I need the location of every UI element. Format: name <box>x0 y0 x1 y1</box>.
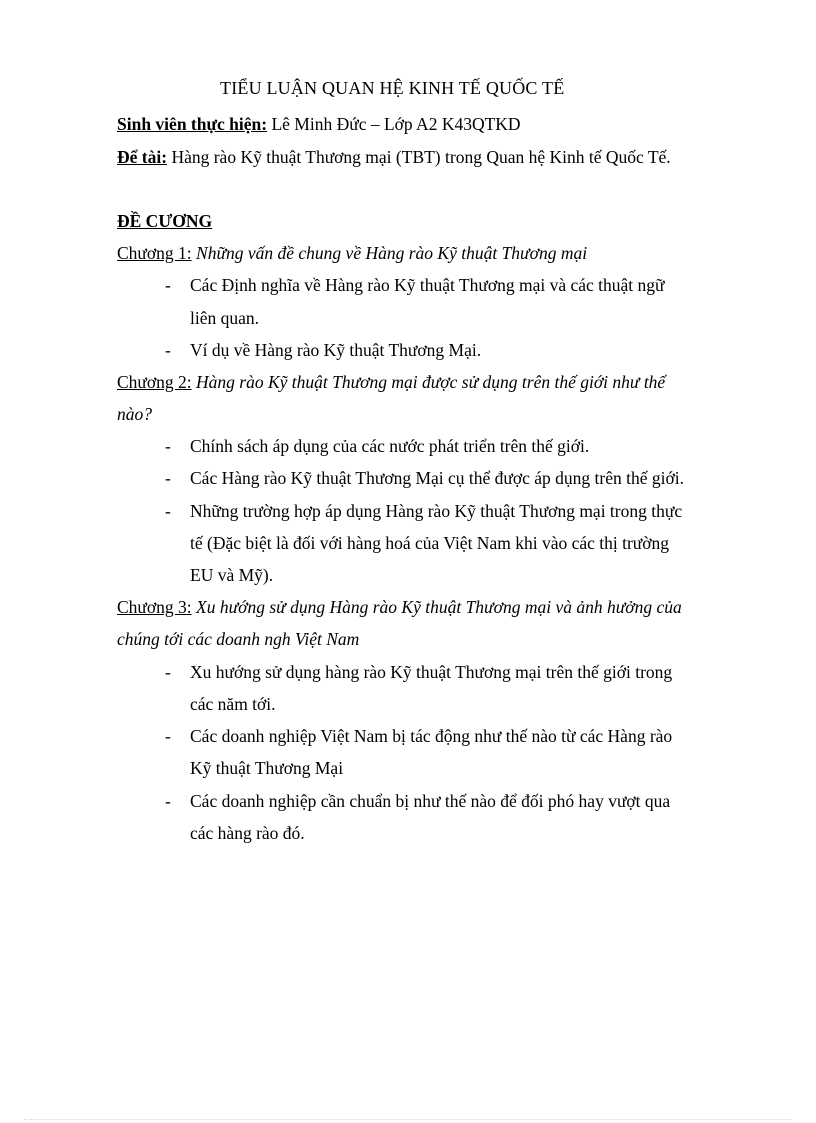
chapter-2-title: Hàng rào Kỹ thuật Thương mại được sử dụng trên thế giới như thế <box>191 372 666 392</box>
list-item-continuation: các năm tới. <box>190 694 276 714</box>
bullet-dash: - <box>165 275 171 295</box>
list-item: Chính sách áp dụng của các nước phát triển trên thế giới. <box>190 436 590 456</box>
topic-value: Hàng rào Kỹ thuật Thương mại (TBT) trong Quan hệ Kinh tế Quốc Tế. <box>167 147 671 167</box>
chapter-1-label: Chương 1: <box>117 243 192 263</box>
student-value: Lê Minh Đức – Lớp A2 K43QTKD <box>267 114 521 134</box>
list-item-continuation: Kỹ thuật Thương Mại <box>190 758 344 778</box>
list-item: Xu hướng sử dụng hàng rào Kỹ thuật Thương mại trên thế giới trong <box>190 662 673 682</box>
list-item: Các Hàng rào Kỹ thuật Thương Mại cụ thể được áp dụng trên thế giới. <box>190 468 684 488</box>
student-label: Sinh viên thực hiện: <box>117 114 268 134</box>
list-item: Những trường hợp áp dụng Hàng rào Kỹ thuật Thương mại trong thực <box>190 501 683 521</box>
chapter-3-title: Xu hướng sử dụng Hàng rào Kỹ thuật Thương mại và ảnh hưởng của <box>191 597 682 617</box>
list-item-continuation: các hàng rào đó. <box>190 823 305 843</box>
bullet-dash: - <box>165 662 171 682</box>
chapter-1-heading <box>117 242 587 264</box>
chapter-2-heading <box>117 371 665 393</box>
chapter-3-title-continuation: chúng tới các doanh ngh Việt Nam <box>117 629 360 649</box>
page-bottom-divider <box>24 1119 792 1120</box>
bullet-dash: - <box>165 726 171 746</box>
outline-heading: ĐỀ CƯƠNG <box>117 211 213 231</box>
chapter-1-title: Những vấn đề chung về Hàng rào Kỹ thuật Thương mại <box>191 243 588 263</box>
list-item-continuation: EU và Mỹ). <box>190 565 274 585</box>
topic-line <box>117 146 671 168</box>
list-item: Các doanh nghiệp cần chuẩn bị như thế nào để đối phó hay vượt qua <box>190 791 671 811</box>
chapter-2-label: Chương 2: <box>117 372 192 392</box>
bullet-dash: - <box>165 791 171 811</box>
bullet-dash: - <box>165 501 171 521</box>
bullet-dash: - <box>165 468 171 488</box>
bullet-dash: - <box>165 436 171 456</box>
list-item: Các doanh nghiệp Việt Nam bị tác động như thế nào từ các Hàng rào <box>190 726 673 746</box>
list-item-continuation: tế (Đặc biệt là đối với hàng hoá của Việt Nam khi vào các thị trường <box>190 533 670 553</box>
document-title: TIỂU LUẬN QUAN HỆ KINH TẾ QUỐC TẾ <box>220 78 565 98</box>
topic-label: Để tài: <box>117 147 168 167</box>
chapter-3-label: Chương 3: <box>117 597 192 617</box>
list-item: Các Định nghĩa về Hàng rào Kỹ thuật Thương mại và các thuật ngữ <box>190 275 665 295</box>
list-item: Ví dụ về Hàng rào Kỹ thuật Thương Mại. <box>190 340 482 360</box>
chapter-3-heading <box>117 596 682 618</box>
list-item-continuation: liên quan. <box>190 308 260 328</box>
student-line <box>117 113 521 135</box>
bullet-dash: - <box>165 340 171 360</box>
chapter-2-title-continuation: nào? <box>117 404 152 424</box>
